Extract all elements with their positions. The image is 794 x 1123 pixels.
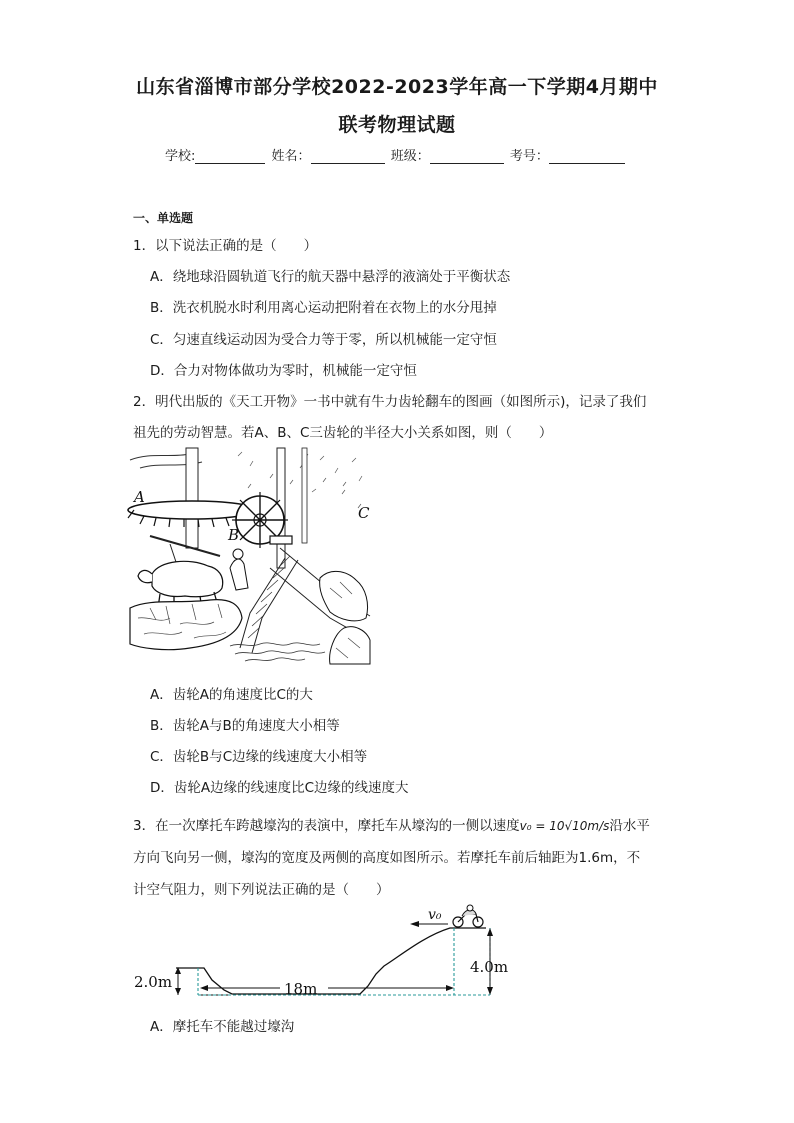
ox-waterwheel-illustration xyxy=(130,448,370,664)
class-blank[interactable] xyxy=(430,149,504,164)
name-label: 姓名： xyxy=(271,149,311,164)
q1-stem: 1．以下说法正确的是（ ） xyxy=(133,238,318,254)
q2-stem-line2: 祖先的劳动智慧。若A、B、C三齿轮的半径大小关系如图，则（ ） xyxy=(133,425,553,441)
gear-label-c: C xyxy=(358,504,370,522)
q3-stem-text-before: 3．在一次摩托车跨越壕沟的表演中，摩托车从壕沟的一侧以速度 xyxy=(133,818,520,834)
q3-stem-line1 xyxy=(133,814,650,834)
q3-option-a[interactable]: A．摩托车不能越过壕沟 xyxy=(150,1019,295,1035)
student-info-row xyxy=(165,145,625,164)
exam-number-blank[interactable] xyxy=(549,149,625,164)
q2-stem-line1: 2．明代出版的《天工开物》一书中就有牛力齿轮翻车的图画（如图所示)，记录了我们 xyxy=(133,394,647,410)
q2-option-d[interactable]: D．齿轮A边缘的线速度比C边缘的线速度大 xyxy=(150,780,409,796)
gear-label-a: A xyxy=(134,488,145,506)
q3-stem-line3: 计空气阻力，则下列说法正确的是（ ） xyxy=(133,882,390,898)
motorcycle-icon xyxy=(453,905,483,927)
q3-velocity-formula: v₀ = 10√10m/s xyxy=(519,819,610,833)
gear-label-b: B xyxy=(228,526,240,544)
paper-title-line1: 山东省淄博市部分学校2022-2023学年高一下学期4月期中 xyxy=(136,76,658,98)
section-heading: 一、单选题 xyxy=(133,211,194,225)
velocity-label: v₀ xyxy=(428,907,442,923)
q1-option-d[interactable]: D．合力对物体做功为零时，机械能一定守恒 xyxy=(150,363,417,379)
school-blank[interactable] xyxy=(195,149,265,164)
motorcycle-ditch-diagram xyxy=(132,906,509,1004)
ditch-width-label: 18m xyxy=(284,980,318,998)
paper-title-line2: 联考物理试题 xyxy=(338,114,456,136)
right-height-label: 4.0m xyxy=(470,958,509,976)
exam-number-label: 考号： xyxy=(509,149,549,164)
q2-option-c[interactable]: C．齿轮B与C边缘的线速度大小相等 xyxy=(150,749,368,765)
name-blank[interactable] xyxy=(311,149,385,164)
q2-option-b[interactable]: B．齿轮A与B的角速度大小相等 xyxy=(150,718,340,734)
q1-option-b[interactable]: B．洗衣机脱水时利用离心运动把附着在衣物上的水分甩掉 xyxy=(150,300,497,316)
q3-stem-text-after: 沿水平 xyxy=(609,818,650,834)
left-height-label: 2.0m xyxy=(134,973,173,991)
q2-option-a[interactable]: A．齿轮A的角速度比C的大 xyxy=(150,687,313,703)
q1-option-c[interactable]: C．匀速直线运动因为受合力等于零，所以机械能一定守恒 xyxy=(150,332,497,348)
q3-stem-line2: 方向飞向另一侧，壕沟的宽度及两侧的高度如图所示。若摩托车前后轴距为1.6m，不 xyxy=(133,850,641,866)
school-label: 学校: xyxy=(165,149,196,164)
q1-option-a[interactable]: A．绕地球沿圆轨道飞行的航天器中悬浮的液滴处于平衡状态 xyxy=(150,269,511,285)
class-label: 班级： xyxy=(390,149,430,164)
